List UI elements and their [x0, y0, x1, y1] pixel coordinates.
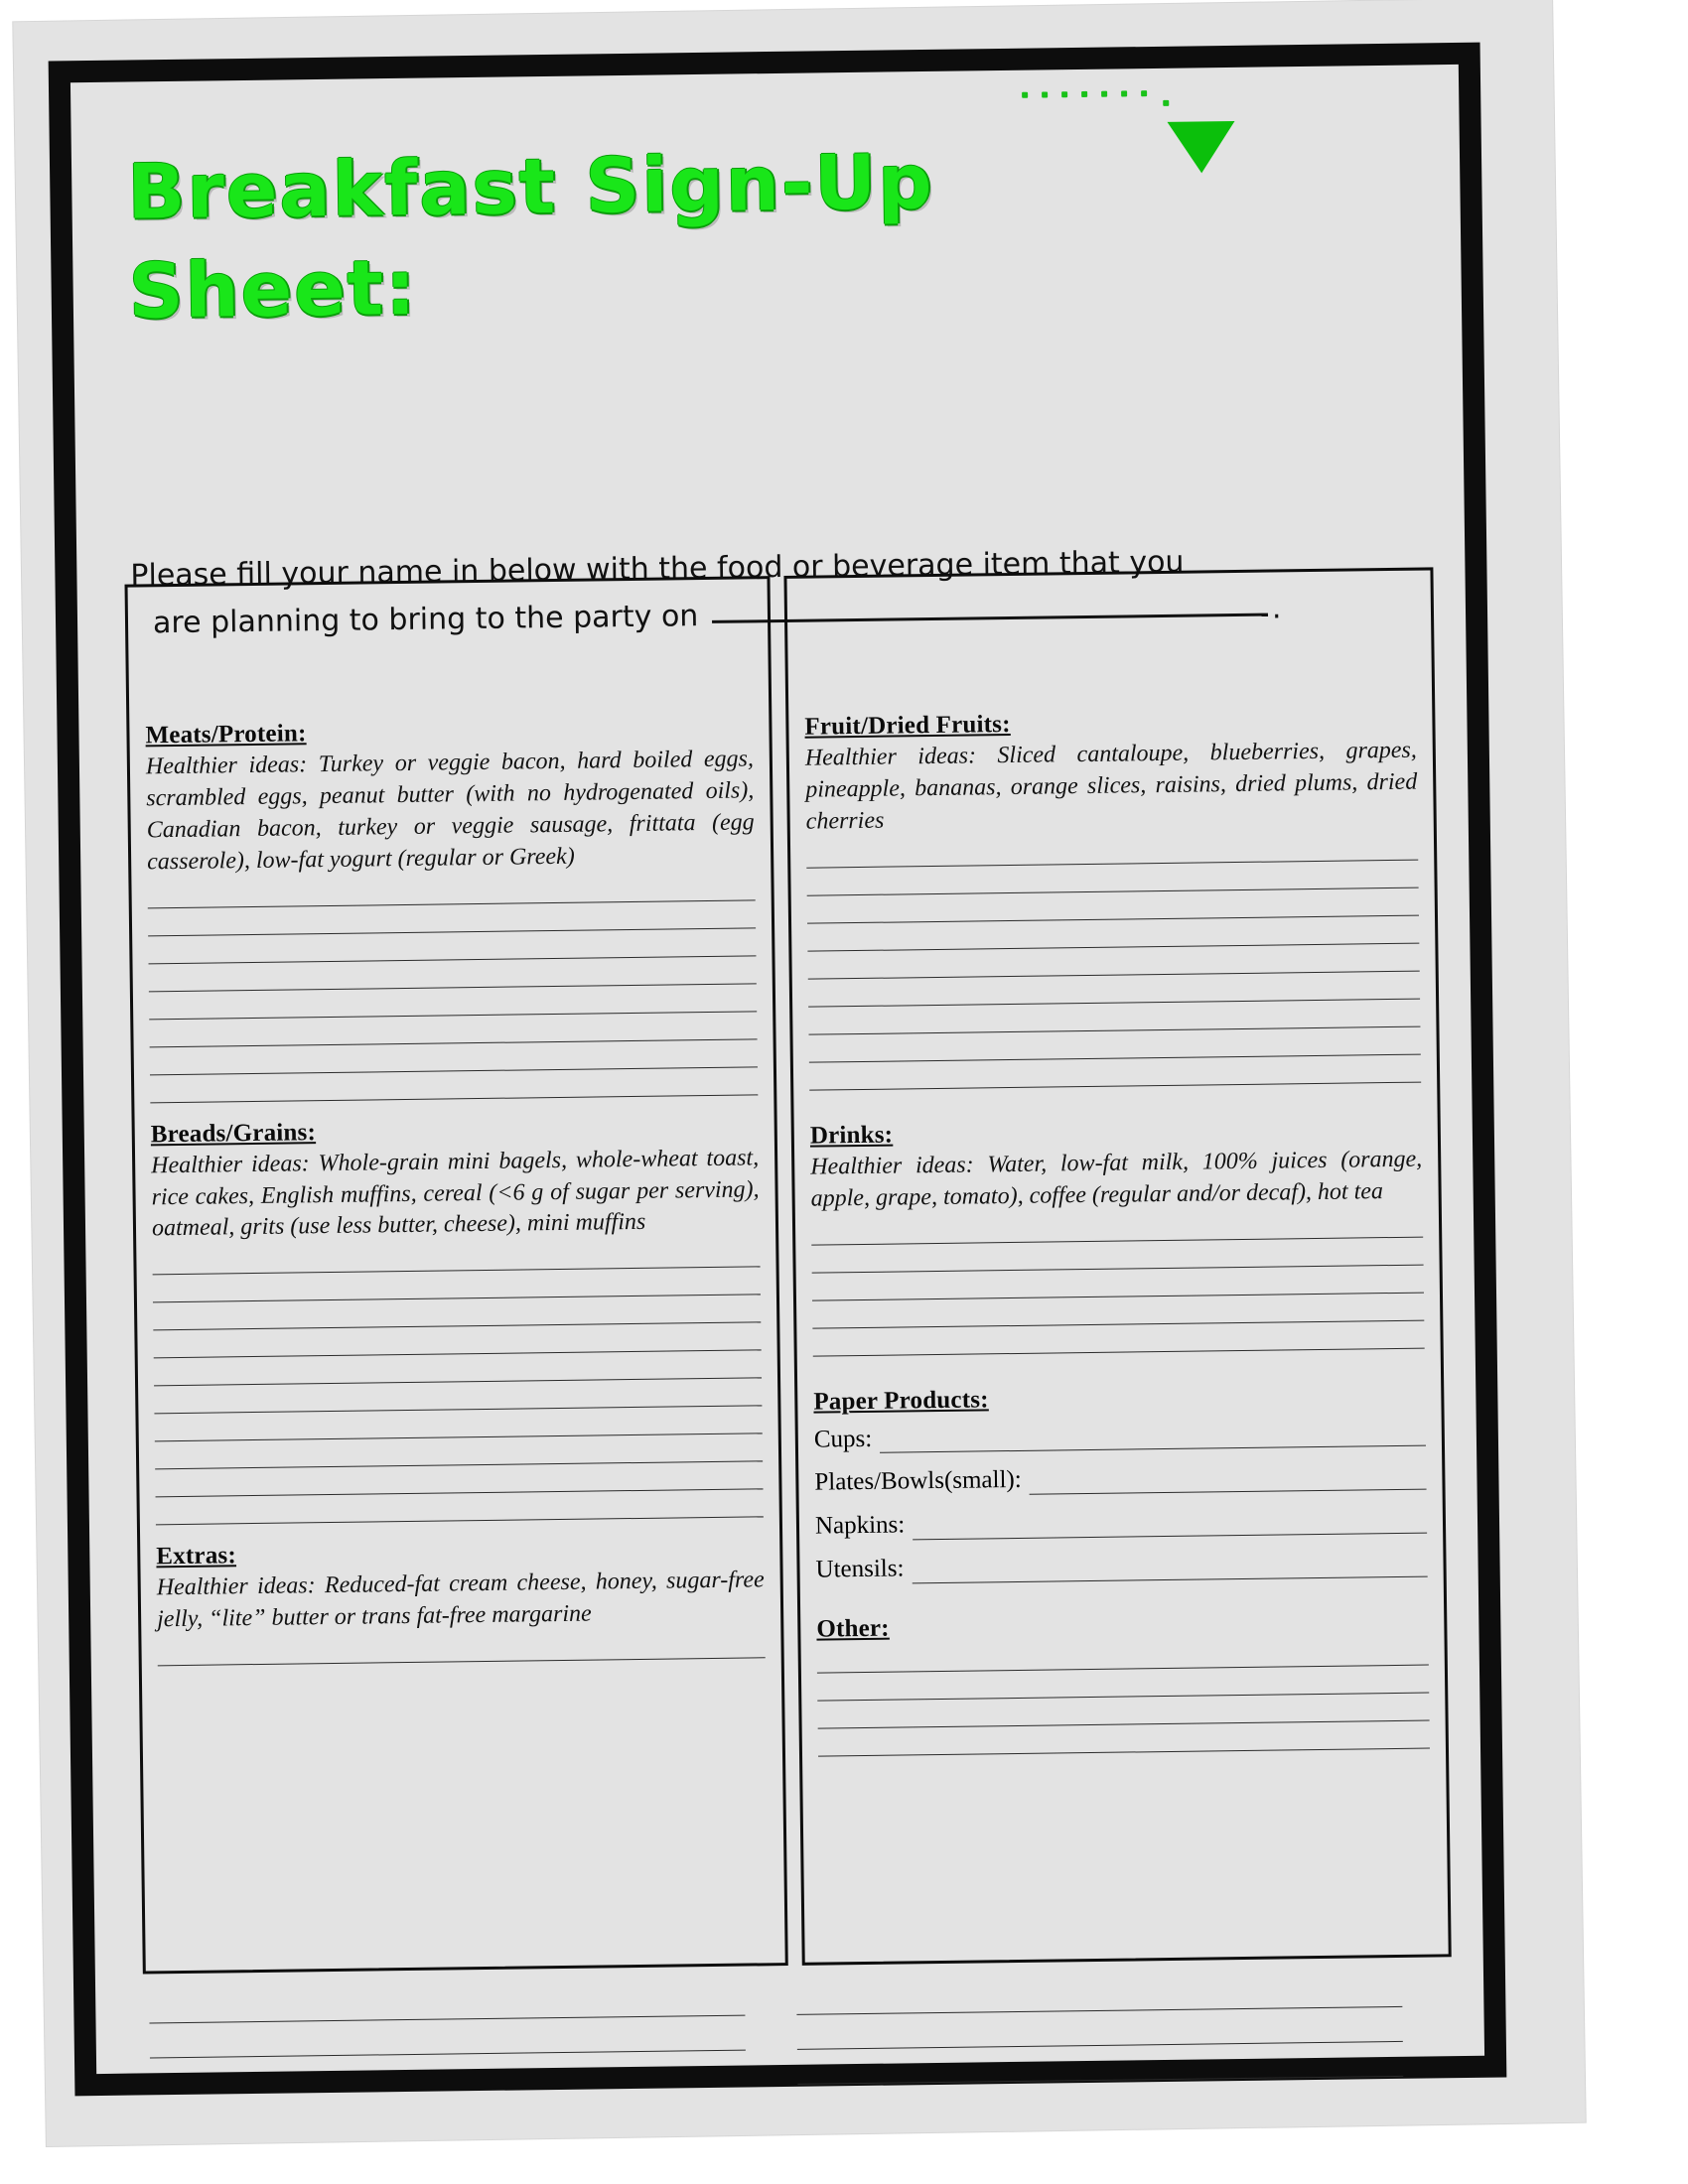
utensils-input-line[interactable] [912, 1556, 1427, 1583]
section-heading: Breads/Grains: [150, 1118, 317, 1148]
section-meats-protein [145, 714, 758, 1103]
section-ideas: Healthier ideas: Whole-grain mini bagels, whole-wheat toast, rice cakes, English muffins, cereal (<6 g of sugar per serving), oatmeal, grits (use less butter, cheese), mini muffins [151, 1144, 760, 1242]
napkins-label: Napkins: [814, 1511, 906, 1540]
section-heading: Paper Products: [813, 1385, 989, 1416]
right-column [783, 567, 1451, 1965]
instructions-line-1: Please fill your name in below with the food or beverage item that you [130, 544, 1185, 594]
section-drinks [810, 1114, 1425, 1356]
green-dotted-leader [1022, 90, 1181, 102]
section-breads-grains [151, 1113, 764, 1526]
section-heading: Other: [816, 1614, 890, 1643]
footer-write-in-area [101, 1972, 1493, 2168]
napkins-row [815, 1505, 1427, 1542]
section-heading: Drinks: [809, 1121, 894, 1150]
cups-label: Cups: [813, 1425, 873, 1453]
plates-bowls-row [814, 1461, 1426, 1498]
section-heading: Fruit/Dried Fruits: [804, 710, 1011, 741]
cups-input-line[interactable] [880, 1426, 1426, 1453]
other-write-in-lines[interactable] [817, 1637, 1430, 1756]
cups-row [814, 1418, 1426, 1454]
section-ideas: Healthier ideas: Turkey or veggie bacon, hard boiled eggs, scrambled eggs, peanut butter (with no hydrogenated oils), Canadian bacon, turkey or veggie sausage, frittata (egg casserole), low-fat yogurt (regular or Greek) [145, 746, 755, 876]
section-fruit-dried-fruits [804, 706, 1421, 1091]
napkins-input-line[interactable] [913, 1512, 1427, 1540]
document-content [76, 61, 1492, 2084]
instructions-line-2-text: are planning to bring to the party on [152, 599, 699, 641]
meats-protein-write-in-lines[interactable] [147, 873, 758, 1103]
write-in-line[interactable] [157, 1630, 765, 1666]
section-ideas: Healthier ideas: Sliced cantaloupe, blueberries, grapes, pineapple, bananas, orange slices, raisins, dried plums, dried cherries [804, 737, 1418, 835]
footer-left-lines[interactable] [149, 1981, 746, 2059]
section-heading: Meats/Protein: [145, 720, 307, 750]
section-other [816, 1607, 1430, 1756]
section-ideas: Healthier ideas: Reduced-fat cream cheese, honey, sugar-free jelly, “lite” butter or trans fat-free margarine [156, 1567, 765, 1633]
write-in-line[interactable] [149, 2016, 745, 2059]
plates-bowls-label: Plates/Bowls(small): [814, 1466, 1022, 1496]
left-column [125, 576, 788, 1974]
utensils-label: Utensils: [815, 1555, 905, 1583]
footer-right-lines[interactable] [796, 1973, 1403, 2085]
section-ideas: Healthier ideas: Water, low-fat milk, 100% juices (orange, apple, grape, tomato), coffee (regular and/or decaf), hot tea [810, 1146, 1423, 1212]
extras-write-in-lines[interactable] [157, 1630, 765, 1666]
section-extras [156, 1536, 766, 1667]
fruit-write-in-lines[interactable] [806, 832, 1421, 1090]
down-arrow-cursor-icon [1168, 121, 1236, 174]
page-title: Breakfast Sign-Up Sheet: [126, 136, 934, 336]
section-paper-products [813, 1380, 1428, 1584]
plates-bowls-input-line[interactable] [1030, 1469, 1427, 1495]
utensils-row [815, 1548, 1427, 1584]
paper-products-fields [814, 1418, 1428, 1584]
instructions-period: . [1271, 591, 1282, 626]
drinks-write-in-lines[interactable] [811, 1209, 1425, 1356]
write-in-line[interactable] [797, 2042, 1403, 2085]
sign-up-columns [125, 567, 1452, 1974]
breads-grains-write-in-lines[interactable] [152, 1240, 764, 1526]
section-heading: Extras: [156, 1542, 237, 1570]
